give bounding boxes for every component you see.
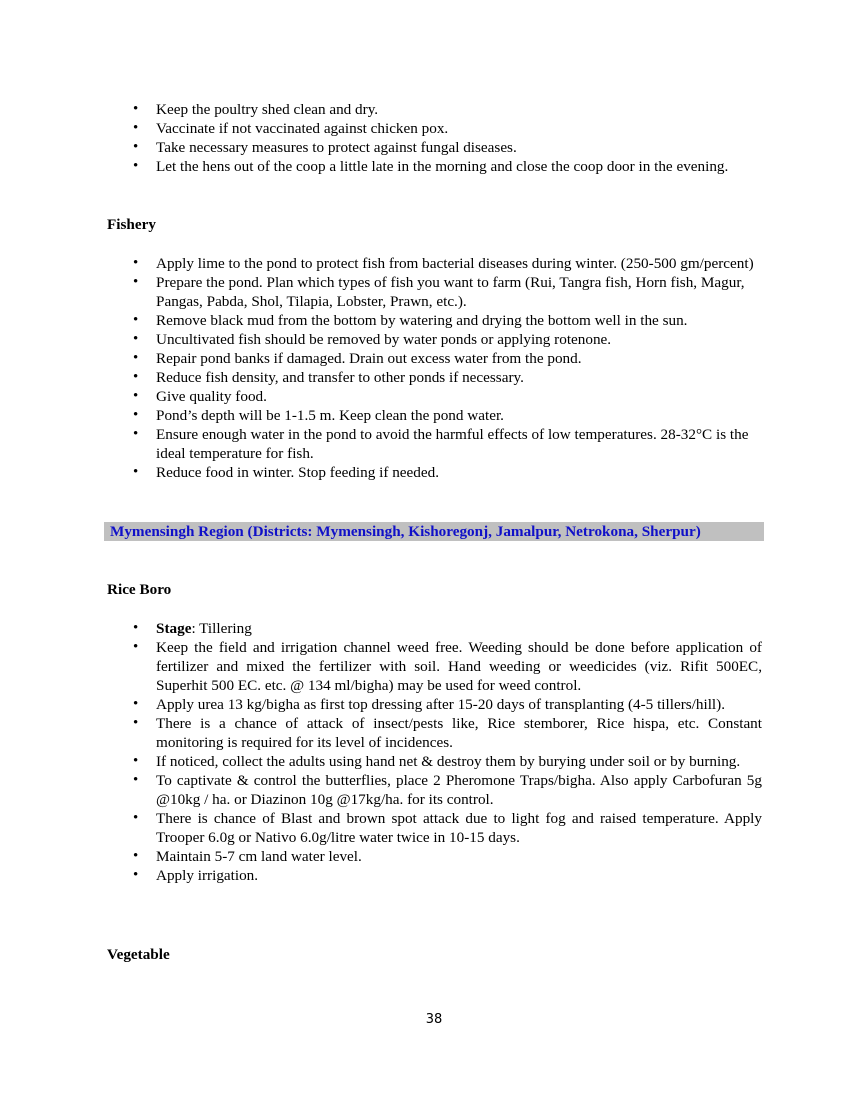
list-item: • Keep the field and irrigation channel weed free. Weeding should be done before application of fertilizer and mixed the fertilizer with soil. Hand weeding or weedicides (viz. Rifit 500EC, Superhit 500 EC. etc. @ 134 ml/bigha) may be used for weed control. (107, 638, 762, 695)
list-item: • Apply urea 13 kg/bigha as first top dressing after 15-20 days of transplanting (4-5 tillers/hill). (107, 695, 762, 714)
list-item: • Keep the poultry shed clean and dry. (107, 100, 762, 119)
list-item: • Prepare the pond. Plan which types of fish you want to farm (Rui, Tangra fish, Horn fish, Magur, Pangas, Pabda, Shol, Tilapia, Lobster, Prawn, etc.). (107, 273, 762, 311)
list-item: • Uncultivated fish should be removed by water ponds or applying rotenone. (107, 330, 762, 349)
rice-boro-heading: Rice Boro (107, 581, 172, 598)
list-item: • Let the hens out of the coop a little late in the morning and close the coop door in the evening. (107, 157, 762, 176)
stage-item (107, 619, 762, 638)
vegetable-heading: Vegetable (107, 946, 170, 963)
list-item: • Maintain 5-7 cm land water level. (107, 847, 762, 866)
region-banner (104, 522, 764, 541)
rice-boro-list (107, 619, 762, 885)
list-item: • Ensure enough water in the pond to avoid the harmful effects of low temperatures. 28-32°C is the ideal temperature for fish. (107, 425, 762, 463)
region-title: Mymensingh Region (Districts: Mymensingh, Kishoregonj, Jamalpur, Netrokona, Sherpur) (110, 523, 701, 540)
list-item: • There is chance of Blast and brown spot attack due to light fog and raised temperature. Apply Trooper 6.0g or Nativo 6.0g/litre water twice in 10-15 days. (107, 809, 762, 847)
stage-value: : Tillering (191, 620, 252, 637)
list-item: • To captivate & control the butterflies, place 2 Pheromone Traps/bigha. Also apply Carbofuran 5g @10kg / ha. or Diazinon 10g @17kg/ha. for its control. (107, 771, 762, 809)
list-item: • Repair pond banks if damaged. Drain out excess water from the pond. (107, 349, 762, 368)
list-item: • Reduce food in winter. Stop feeding if needed. (107, 463, 762, 482)
list-item: • Take necessary measures to protect against fungal diseases. (107, 138, 762, 157)
list-item: • Vaccinate if not vaccinated against chicken pox. (107, 119, 762, 138)
list-item: • Pond’s depth will be 1-1.5 m. Keep clean the pond water. (107, 406, 762, 425)
list-item: • Reduce fish density, and transfer to other ponds if necessary. (107, 368, 762, 387)
list-item: • Remove black mud from the bottom by watering and drying the bottom well in the sun. (107, 311, 762, 330)
poultry-list (107, 100, 762, 176)
page-number: 38 (425, 1012, 443, 1027)
fishery-heading: Fishery (107, 216, 156, 233)
list-item: • Apply irrigation. (107, 866, 762, 885)
stage-label: Stage (156, 620, 192, 637)
fishery-list (107, 254, 762, 482)
list-item: • There is a chance of attack of insect/pests like, Rice stemborer, Rice hispa, etc. Constant monitoring is required for its level of incidences. (107, 714, 762, 752)
list-item: • Give quality food. (107, 387, 762, 406)
list-item: • If noticed, collect the adults using hand net & destroy them by burying under soil or by burning. (107, 752, 762, 771)
list-item: • Apply lime to the pond to protect fish from bacterial diseases during winter. (250-500 gm/percent) (107, 254, 762, 273)
